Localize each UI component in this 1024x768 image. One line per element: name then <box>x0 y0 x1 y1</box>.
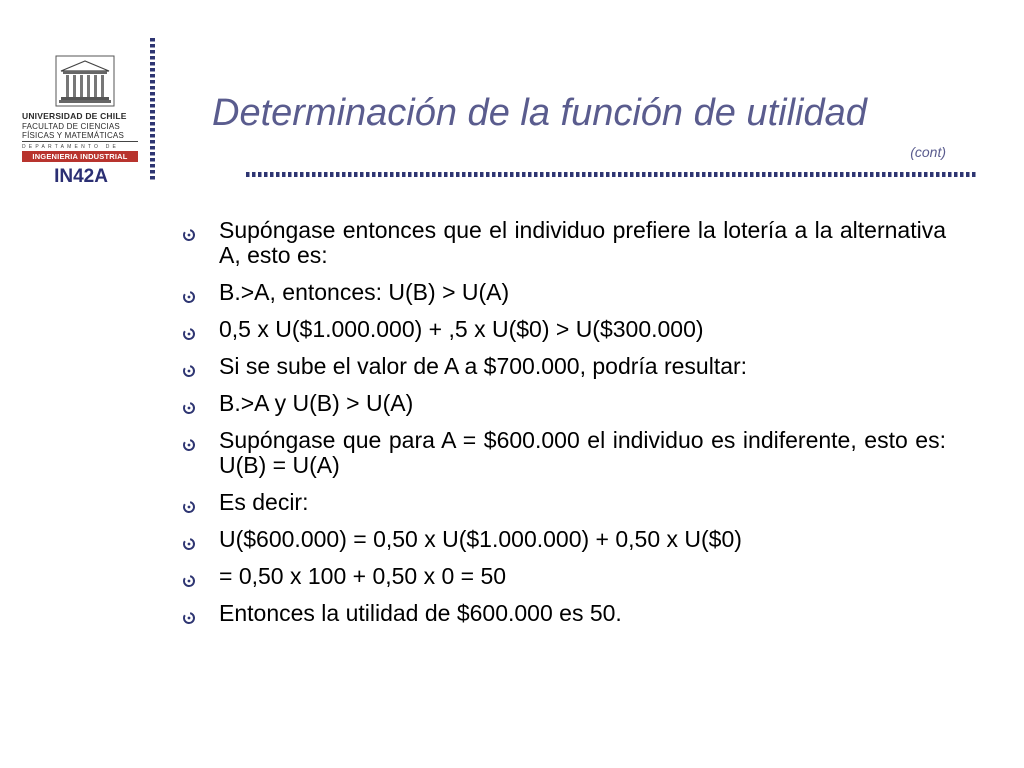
list-item <box>182 218 946 268</box>
swirl-bullet-icon <box>182 564 219 588</box>
swirl-bullet-icon <box>182 428 219 452</box>
bullet-text: Supóngase entonces que el individuo prefiere la lotería a la alternativa A, esto es: <box>219 217 946 268</box>
list-item <box>182 428 946 478</box>
swirl-bullet-icon <box>182 317 219 341</box>
swirl-bullet-icon <box>182 391 219 415</box>
bullet-text: U($600.000) = 0,50 x U($1.000.000) + 0,50 x U($0) <box>219 526 742 552</box>
bullet-text: Entonces la utilidad de $600.000 es 50. <box>219 600 622 626</box>
department-name: INGENIERIA INDUSTRIAL <box>22 151 138 162</box>
swirl-bullet-icon <box>182 601 219 625</box>
faculty-line-1: FACULTAD DE CIENCIAS <box>22 122 120 131</box>
university-name: UNIVERSIDAD DE CHILE <box>22 111 127 121</box>
vertical-dotted-divider <box>150 38 155 182</box>
university-building-icon <box>55 55 115 107</box>
list-item <box>182 280 946 305</box>
bullet-list <box>182 218 946 638</box>
swirl-bullet-icon <box>182 490 219 514</box>
department-label-small: DEPARTAMENTO DE <box>22 144 120 150</box>
bullet-text: 0,5 x U($1.000.000) + ,5 x U($0) > U($300.000) <box>219 316 704 342</box>
list-item <box>182 564 946 589</box>
slide-subtitle: (cont) <box>910 144 946 160</box>
bullet-text: B.>A y U(B) > U(A) <box>219 390 414 416</box>
list-item <box>182 391 946 416</box>
list-item <box>182 527 946 552</box>
list-item <box>182 601 946 626</box>
logo-divider <box>22 141 138 142</box>
swirl-bullet-icon <box>182 527 219 551</box>
swirl-bullet-icon <box>182 280 219 304</box>
bullet-text: = 0,50 x 100 + 0,50 x 0 = 50 <box>219 563 507 589</box>
list-item <box>182 317 946 342</box>
faculty-line-2: FÍSICAS Y MATEMÁTICAS <box>22 131 124 140</box>
slide-title: Determinación de la función de utilidad <box>212 92 867 134</box>
bullet-text: Supóngase que para A = $600.000 el individuo es indiferente, esto es: U(B) = U(A) <box>219 427 946 478</box>
bullet-text: Es decir: <box>219 489 309 515</box>
swirl-bullet-icon <box>182 354 219 378</box>
bullet-text: Si se sube el valor de A a $700.000, podría resultar: <box>219 353 748 379</box>
course-code: IN42A <box>54 166 108 187</box>
list-item <box>182 354 946 379</box>
horizontal-dotted-divider <box>246 172 976 177</box>
list-item <box>182 490 946 515</box>
bullet-text: B.>A, entonces: U(B) > U(A) <box>219 279 510 305</box>
swirl-bullet-icon <box>182 218 219 242</box>
university-logo <box>20 50 142 200</box>
